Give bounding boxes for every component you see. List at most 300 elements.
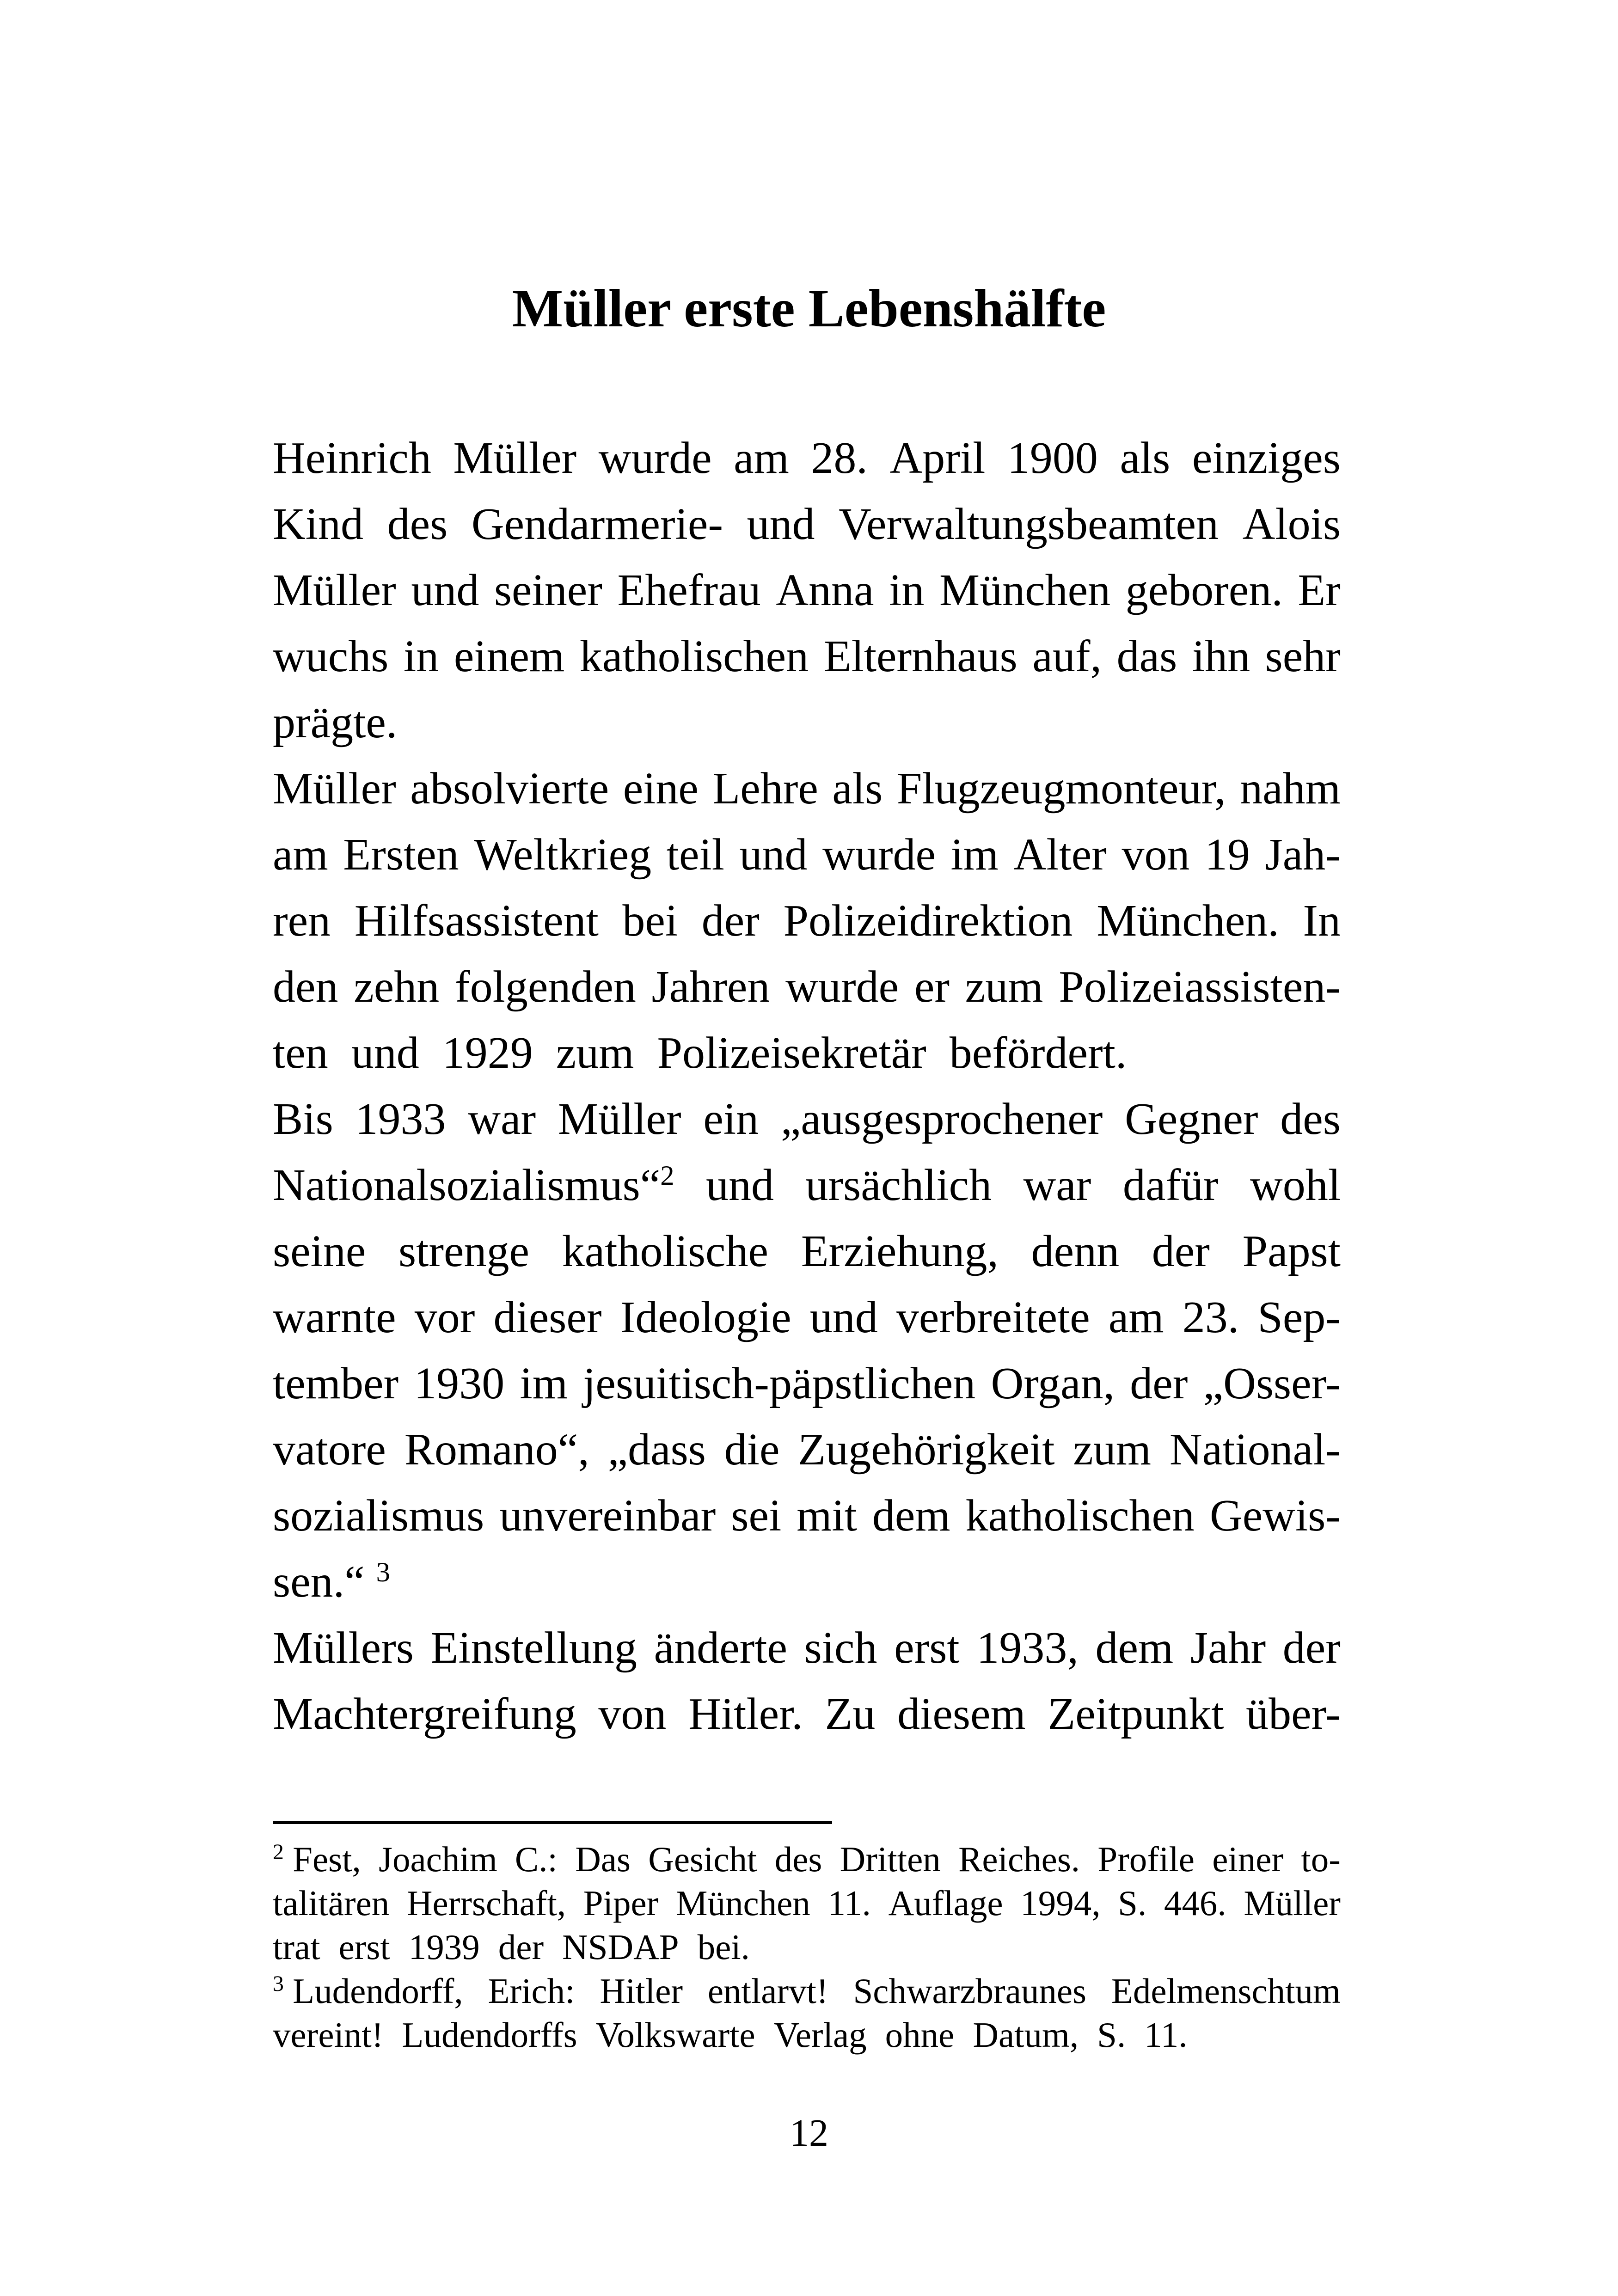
word (273, 1351, 398, 1417)
word-text: sehr (1265, 631, 1341, 681)
word-text: Alois (1242, 499, 1341, 549)
word (1265, 624, 1341, 690)
word (1059, 954, 1341, 1020)
word-text: talitären (273, 1883, 390, 1923)
word (1123, 1152, 1219, 1218)
body-line (273, 491, 1341, 557)
word-text: Bis (273, 1094, 333, 1144)
word (1014, 822, 1107, 888)
word (1303, 888, 1341, 954)
word-text: katholischen (965, 1491, 1195, 1541)
word (1097, 2013, 1135, 2057)
chapter-title: Müller erste Lebenshälfte (512, 279, 1106, 338)
word (703, 1086, 759, 1152)
word (1097, 1837, 1195, 1881)
word-text: 1933, (976, 1623, 1079, 1673)
word-text: Müllers (273, 1623, 414, 1673)
word-text: Edelmenschtum (1111, 1971, 1341, 2011)
word-text: Ehefrau (617, 565, 761, 615)
word (1190, 1615, 1266, 1681)
word (712, 756, 818, 822)
word-text: von (1122, 830, 1190, 880)
word-text: Jahren (651, 962, 770, 1012)
word-text: München. (1097, 896, 1279, 946)
word (273, 1218, 366, 1285)
word-text: 1994, (1020, 1883, 1101, 1923)
word (951, 822, 999, 888)
word-text: denn (1031, 1226, 1120, 1276)
word-text: zehn (354, 962, 440, 1012)
word (958, 1837, 1080, 1881)
word-text: der (1152, 1226, 1210, 1276)
word (468, 1086, 536, 1152)
word-text: erst (338, 1927, 390, 1967)
word (583, 1881, 659, 1925)
word (273, 1285, 396, 1351)
word (494, 557, 602, 624)
word (515, 1837, 558, 1881)
word (273, 1881, 389, 1925)
word (965, 954, 1043, 1020)
word (776, 557, 874, 624)
word-text: 1929 (442, 1028, 533, 1078)
word-text: ursächlich (805, 1160, 992, 1210)
word-text: vereint! (273, 2015, 384, 2055)
word (1170, 1417, 1341, 1483)
word-text: seiner (494, 565, 602, 615)
word (273, 954, 338, 1020)
word (343, 822, 459, 888)
body-line (273, 1285, 1341, 1351)
word-text: von (598, 1689, 667, 1739)
word (558, 1086, 681, 1152)
word-text: Sep- (1257, 1292, 1341, 1342)
word (914, 954, 950, 1020)
word-text: Hilfsassistent (354, 896, 599, 946)
word (409, 1925, 489, 1969)
word-text: 19 (1205, 830, 1250, 880)
word-text: auf, (1032, 631, 1102, 681)
word (407, 1881, 566, 1925)
word-text: zum (1073, 1425, 1152, 1475)
word (415, 1285, 475, 1351)
word-text: 1900 (1007, 433, 1098, 483)
word (498, 1925, 553, 1969)
word (404, 1417, 589, 1483)
word-text: Gendarmerie- (471, 499, 723, 549)
word-text: der (701, 896, 760, 946)
body-line (273, 1615, 1341, 1681)
word-text: dem (872, 1491, 950, 1541)
word (950, 1020, 1139, 1086)
word-text: Müller (273, 764, 396, 814)
word (797, 1483, 857, 1549)
word-text: der (498, 1927, 544, 1967)
word (1298, 557, 1341, 624)
word (273, 1417, 386, 1483)
word (1024, 1152, 1091, 1218)
word (398, 1218, 529, 1285)
body-line (273, 1152, 1341, 1218)
word (1301, 1837, 1341, 1881)
word-text: einer (1212, 1839, 1284, 1879)
word (827, 1881, 870, 1925)
word (608, 1417, 706, 1483)
word (273, 1969, 463, 2013)
word (1210, 1483, 1341, 1549)
word-text: Gegner (1125, 1094, 1258, 1144)
word-text: ten (273, 1028, 328, 1078)
word (1280, 1086, 1341, 1152)
word (1243, 1218, 1341, 1285)
word (798, 1417, 1054, 1483)
word (896, 1285, 1090, 1351)
word-text: Ersten (343, 830, 459, 880)
word (1097, 888, 1279, 954)
word-text: wohl (1250, 1160, 1341, 1210)
page-number: 12 (790, 2112, 828, 2155)
word-text: Nationalsozialismus“ (273, 1160, 661, 1210)
word (273, 690, 409, 756)
word-text: war (1023, 1160, 1091, 1210)
word (1073, 1417, 1151, 1483)
word-text: Hitler. (688, 1689, 803, 1739)
word (1111, 1969, 1341, 2013)
word (785, 954, 899, 1020)
word (811, 425, 868, 491)
word (1031, 1218, 1120, 1285)
word-text: er (914, 962, 950, 1012)
word (889, 425, 985, 491)
body-line (273, 690, 1341, 756)
word (1152, 1218, 1210, 1285)
word (657, 1020, 938, 1086)
word-text: wurde (598, 433, 712, 483)
word (825, 1681, 876, 1747)
word (520, 1351, 567, 1417)
word-text: S. (1097, 2015, 1126, 2055)
word (783, 888, 1073, 954)
word-text: Einstellung (430, 1623, 637, 1673)
word-text: Ludendorff, (293, 1971, 463, 2011)
word-text: 11. (827, 1883, 871, 1923)
word-text: sich (804, 1623, 877, 1673)
word-text: ohne (885, 2015, 955, 2055)
word-text: sozialismus (273, 1491, 484, 1541)
word-text: in (404, 631, 439, 681)
word-text: Heinrich (273, 433, 431, 483)
word-text: „Osser- (1203, 1359, 1341, 1408)
footnotes (273, 1837, 1341, 2057)
word (620, 1285, 791, 1351)
word-text: ihn (1192, 631, 1250, 681)
word-text: Weltkrieg (474, 830, 652, 880)
word-text: über- (1246, 1689, 1341, 1739)
word (648, 1837, 757, 1881)
word (453, 425, 576, 491)
word (781, 1086, 1103, 1152)
word (652, 954, 770, 1020)
word (688, 1681, 803, 1747)
word-text: im (520, 1359, 568, 1408)
word-text: Piper (583, 1883, 659, 1923)
word (832, 756, 883, 822)
word-text: „ausgesprochener (780, 1094, 1103, 1144)
word-text: teil (666, 830, 724, 880)
body-line (273, 1351, 1341, 1417)
word (273, 756, 396, 822)
word (1007, 425, 1098, 491)
word (885, 2013, 964, 2057)
body-line (273, 888, 1341, 954)
word-text: vatore (273, 1425, 386, 1475)
word (654, 1615, 787, 1681)
word (1109, 1285, 1164, 1351)
word (474, 822, 651, 888)
word-text: Ludendorffs (402, 2015, 577, 2055)
word-text: und (739, 830, 808, 880)
word-text: ren (273, 896, 331, 946)
body-line (273, 425, 1341, 491)
word-text: Zu (825, 1689, 876, 1739)
word (840, 1837, 941, 1881)
word-text: nahm (1240, 764, 1341, 814)
word (273, 491, 363, 557)
word (273, 1615, 414, 1681)
word-text: 1933 (355, 1094, 446, 1144)
body-line (273, 1549, 1341, 1615)
word (273, 425, 431, 491)
word-text: am (1108, 1292, 1164, 1342)
word (676, 1881, 810, 1925)
word-text: bei (622, 896, 678, 946)
word-text: in (889, 565, 925, 615)
word-text: geboren. (1125, 565, 1283, 615)
word (667, 822, 724, 888)
word (976, 1615, 1079, 1681)
word-text: sen.“ (273, 1557, 365, 1607)
word-text: und (351, 1028, 419, 1078)
body-line (273, 1483, 1341, 1549)
word (1020, 1881, 1100, 1925)
body-text (273, 425, 1341, 1747)
word-text: katholischen (579, 631, 809, 681)
word (747, 491, 815, 557)
word-text: zum (965, 962, 1043, 1012)
word (740, 822, 808, 888)
footnote-line (273, 2013, 1341, 2057)
word (1257, 1285, 1341, 1351)
word-text: als (1120, 433, 1171, 483)
word-text: 11. (1144, 2015, 1188, 2055)
word (1130, 1351, 1188, 1417)
word-text: wurde (785, 962, 899, 1012)
word-text: tember (273, 1359, 399, 1408)
word-text: Papst (1242, 1226, 1341, 1276)
word-text: mit (797, 1491, 857, 1541)
word-text: München (939, 565, 1111, 615)
word-text: der (1282, 1623, 1341, 1673)
word-text: als (832, 764, 883, 814)
word (966, 1483, 1195, 1549)
word (600, 1969, 683, 2013)
word-text: dafür (1122, 1160, 1219, 1210)
word-text: am (734, 433, 789, 483)
word (1283, 1615, 1341, 1681)
footnote-line (273, 1837, 1341, 1881)
word (622, 888, 678, 954)
body-line (273, 1086, 1341, 1152)
word (702, 888, 760, 954)
word-text: zum (556, 1028, 634, 1078)
footnote-reference: 2 (660, 1160, 674, 1191)
word-text: erst (894, 1623, 960, 1673)
word (273, 888, 331, 954)
word (599, 425, 712, 491)
word-text: 446. (1164, 1883, 1226, 1923)
word-text: Müller (273, 565, 396, 615)
word (991, 1351, 1115, 1417)
footnote-line (273, 1925, 1341, 1969)
word (1246, 1681, 1341, 1747)
word (273, 1483, 484, 1549)
footnote-line (273, 1969, 1341, 2013)
word (939, 557, 1110, 624)
footnote-reference: 3 (376, 1556, 391, 1588)
word (273, 1020, 340, 1086)
word-text: Schwarzbraunes (853, 1971, 1087, 2011)
body-line (273, 1681, 1341, 1747)
word (562, 1925, 688, 1969)
word (488, 1969, 575, 2013)
word-text: Gesicht (648, 1839, 757, 1879)
word (455, 954, 636, 1020)
word (414, 1351, 504, 1417)
word-text: befördert. (949, 1028, 1127, 1078)
word (1117, 624, 1177, 690)
word-text: C.: (515, 1839, 558, 1879)
word-text: 1930 (414, 1359, 505, 1408)
word-text: warnte (273, 1292, 396, 1342)
word-text: war (468, 1094, 536, 1144)
word-text: Müller (1244, 1883, 1341, 1923)
word-text: trat (273, 1927, 320, 1967)
word (354, 954, 439, 1020)
word (339, 1925, 399, 1969)
word (1126, 557, 1283, 624)
word-text: am (273, 830, 328, 880)
word (411, 557, 479, 624)
word-text: NSDAP (562, 1927, 679, 1967)
word (731, 1483, 781, 1549)
word-text: einziges (1192, 433, 1341, 483)
word-text: und (706, 1160, 774, 1210)
word-text: prägte. (273, 698, 398, 747)
word (472, 491, 723, 557)
word (273, 1086, 333, 1152)
word (897, 1681, 1026, 1747)
word (618, 557, 761, 624)
body-line (273, 1218, 1341, 1285)
word-text: und (411, 565, 479, 615)
word (575, 1837, 631, 1881)
word-text: das (1116, 631, 1177, 681)
word (273, 1925, 330, 1969)
word-text: den (273, 962, 338, 1012)
word (562, 1218, 768, 1285)
word (1122, 822, 1189, 888)
word-text: Jahr (1190, 1623, 1266, 1673)
word (583, 1351, 975, 1417)
word-text: die (724, 1425, 780, 1475)
word (493, 1285, 601, 1351)
word-text: Müller (453, 433, 577, 483)
word-text: Er (1298, 565, 1341, 615)
word-text: im (950, 830, 999, 880)
word (872, 1483, 950, 1549)
word (889, 1881, 1003, 1925)
word-text: Flugzeugmonteur, (896, 764, 1226, 814)
word-text: diesem (897, 1689, 1026, 1739)
word (1205, 822, 1250, 888)
body-line (273, 954, 1341, 1020)
word-text: und (747, 499, 815, 549)
word (387, 491, 448, 557)
word-text: des (774, 1839, 822, 1879)
word-text: Organ, (991, 1359, 1115, 1408)
word-text: Romano“, (404, 1425, 589, 1475)
word-text: 1939 (408, 1927, 480, 1967)
word (1183, 1285, 1239, 1351)
word-text: S. (1118, 1883, 1147, 1923)
word-text: „dass (607, 1425, 706, 1475)
word (404, 624, 439, 690)
word-text: Auflage (888, 1883, 1003, 1923)
word (355, 888, 599, 954)
word-text: Machtergreifung (273, 1689, 576, 1739)
word (804, 1615, 877, 1681)
word-text: katholische (562, 1226, 769, 1276)
word-text: Müller (558, 1094, 681, 1144)
word (1244, 1881, 1341, 1925)
word-text: dem (1095, 1623, 1174, 1673)
word (839, 491, 1219, 557)
word-text: Profile (1097, 1839, 1195, 1879)
word-text: Reiches. (958, 1839, 1080, 1879)
word-text: verbreitete (896, 1292, 1090, 1342)
word (623, 756, 699, 822)
word (431, 1615, 637, 1681)
footnote-line (273, 1881, 1341, 1925)
word (1048, 1681, 1224, 1747)
word (355, 1086, 446, 1152)
word-text: National- (1169, 1425, 1341, 1475)
word (556, 1020, 646, 1086)
word-text: Polizeisekretär (657, 1028, 926, 1078)
word-text: wuchs (273, 631, 389, 681)
word-text: 28. (811, 433, 868, 483)
word-text: Ideologie (620, 1292, 791, 1342)
word-text: eine (623, 764, 699, 814)
word (273, 624, 388, 690)
word (1203, 1351, 1341, 1417)
word (1095, 1615, 1173, 1681)
word-text: Kind (273, 499, 363, 549)
word-text: Hitler (600, 1971, 683, 2011)
word (810, 1285, 878, 1351)
word-text: des (387, 499, 448, 549)
footnote-separator (273, 1821, 832, 1824)
